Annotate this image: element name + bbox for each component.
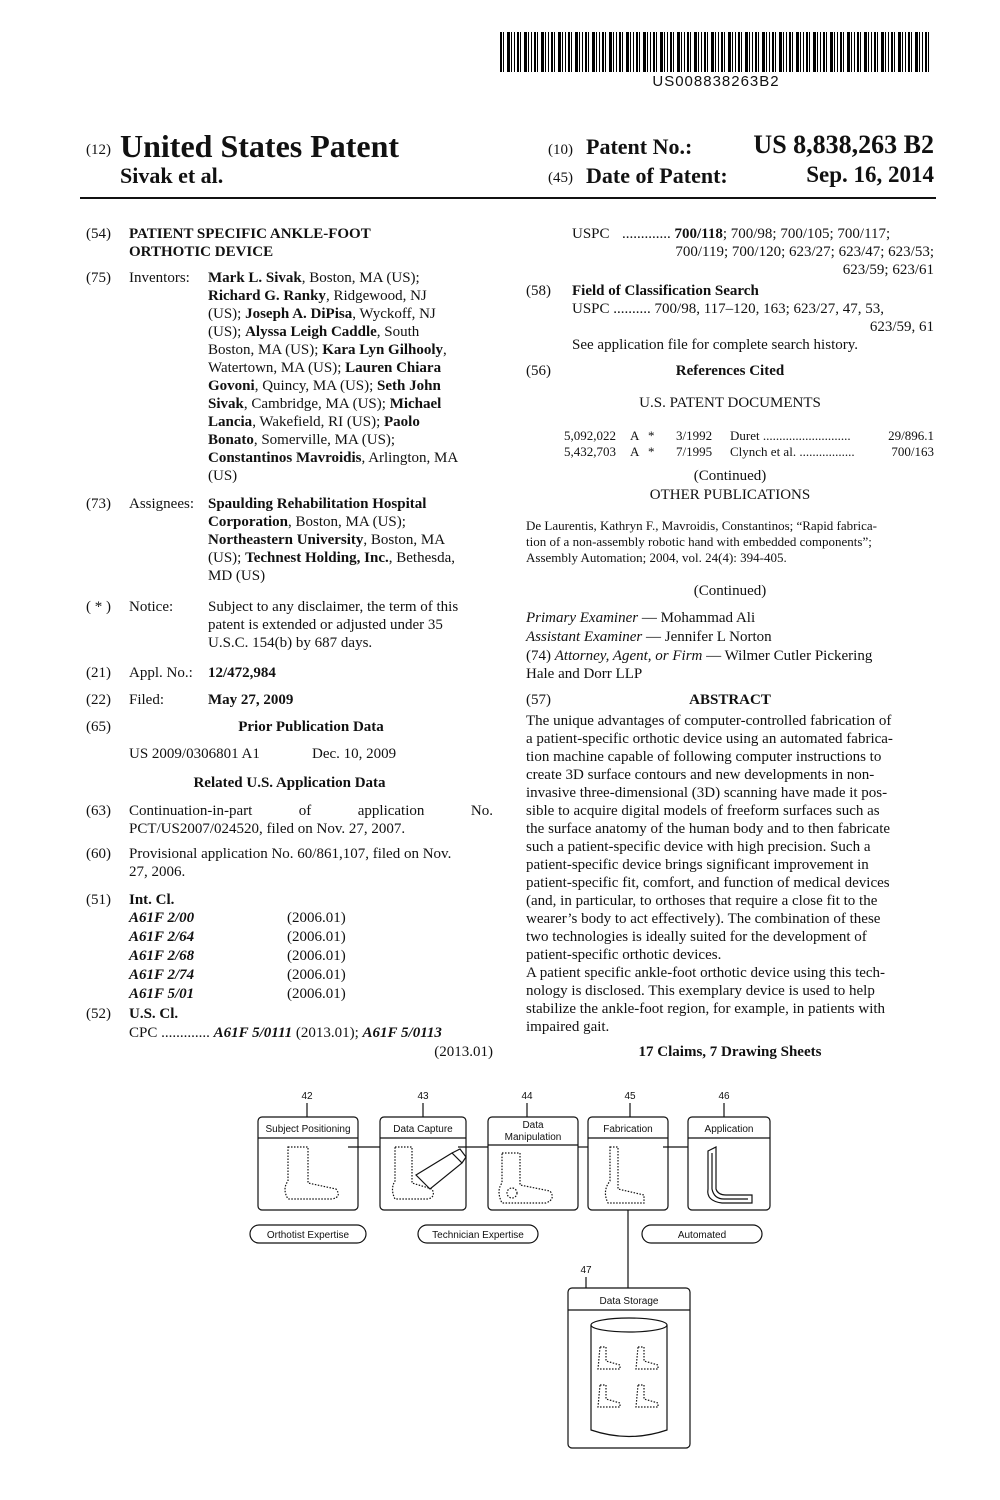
foot-model-icon	[499, 1153, 552, 1203]
other-pub-line: tion of a non-assembly robotic hand with embedded components”;	[526, 534, 872, 549]
fabrication-box	[588, 1091, 668, 1210]
abstract-line: impaired gait.	[526, 1019, 610, 1035]
cont-word: Continuation-in-part	[129, 803, 253, 819]
us-docs-heading: U.S. PATENT DOCUMENTS	[639, 395, 821, 411]
patent-no-code: (10)	[548, 142, 573, 158]
intcl-version: (2006.01)	[287, 967, 346, 983]
abstract-line: patient-specific device brings significant improvement in	[526, 857, 869, 873]
ref-43: 43	[417, 1091, 429, 1102]
filed-date: May 27, 2009	[208, 692, 294, 708]
prior-code: (65)	[86, 719, 111, 735]
intcl-table	[129, 909, 346, 1004]
subject-positioning-box	[258, 1091, 358, 1210]
date-label: Date of Patent:	[586, 163, 728, 188]
cpc-version: (2013.01);	[295, 1025, 359, 1041]
foot-icon	[636, 1347, 658, 1369]
title-line: PATIENT SPECIFIC ANKLE-FOOT	[129, 226, 371, 242]
abstract-line: (and, in particular, to orthoses that require a close fit to the	[526, 893, 878, 909]
date-code: (45)	[548, 170, 573, 186]
foot-icon	[598, 1347, 620, 1369]
us-docs-table	[564, 428, 934, 460]
abstract-line: wearer’s body to act effectively). The combination of these	[526, 911, 881, 927]
notice-line: U.S.C. 154(b) by 687 days.	[208, 635, 373, 651]
abstract-code: (57)	[526, 692, 551, 708]
abstract-line: nology is disclosed. This exemplary device is used to help	[526, 983, 875, 999]
database-icon	[591, 1325, 667, 1437]
cont-word: application	[357, 803, 425, 819]
assignee-line: Northeastern University, Boston, MA	[208, 532, 446, 548]
claims-count: 17 Claims, 7 Drawing Sheets	[638, 1044, 822, 1060]
attorney-code: (74)	[526, 648, 551, 664]
notice-label: Notice:	[129, 599, 174, 615]
intcl-version: (2006.01)	[287, 948, 346, 964]
inventors-label: Inventors:	[129, 270, 190, 286]
notice-line: Subject to any disclaimer, the term of this	[208, 599, 459, 615]
intcl-code: (51)	[86, 892, 111, 908]
abstract-line: sible to acquire digital models of freeform surfaces such as	[526, 803, 880, 819]
other-pub-line: Assembly Automation; 2004, vol. 24(4): 394-405.	[526, 550, 787, 565]
inventor-line: Bonato, Somerville, MA (US);	[208, 432, 396, 448]
intcl-class: A61F 5/01	[129, 986, 195, 1002]
assistant-examiner-label: Assistant Examiner	[526, 629, 643, 645]
assistant-examiner-name: — Jennifer L Norton	[642, 629, 772, 645]
heel-icon	[507, 1188, 517, 1198]
data-capture-box	[380, 1091, 466, 1210]
intcl-row	[129, 909, 346, 928]
ref-42: 42	[301, 1091, 313, 1102]
uspc-main: 700/118	[674, 226, 723, 242]
cont-word: No.	[470, 803, 493, 819]
prior-heading: Prior Publication Data	[238, 719, 384, 735]
prior-publication: US 2009/0306801 A1	[129, 746, 260, 762]
doc-number: 5,092,022	[564, 428, 616, 443]
patent-date: Sep. 16, 2014	[806, 162, 934, 187]
abstract-heading: ABSTRACT	[689, 692, 771, 708]
header-rule	[80, 197, 936, 199]
field-heading: Field of Classification Search	[572, 283, 759, 299]
primary-examiner	[526, 609, 755, 627]
filed-label: Filed:	[129, 692, 165, 708]
refs-heading: References Cited	[675, 363, 785, 379]
abstract-line: the surface anatomy of the human body and to then fabricate	[526, 821, 891, 837]
doc-class: 29/896.1	[888, 428, 934, 443]
title-code: (54)	[86, 226, 111, 242]
cont-line	[129, 802, 493, 820]
patent-no-label: Patent No.:	[586, 134, 693, 159]
inventor-line: Sivak, Cambridge, MA (US); Michael	[208, 396, 442, 412]
doc-star: *	[648, 428, 655, 443]
assignees-list	[208, 495, 493, 585]
assignee-line: (US); Technest Holding, Inc., Bethesda,	[208, 550, 455, 566]
box-label: Fabrication	[603, 1124, 653, 1135]
prov-code: (60)	[86, 846, 111, 862]
doc-class: 700/163	[891, 444, 934, 459]
doc-star: *	[648, 444, 655, 459]
abstract-line: invasive three-dimensional (3D) scanning have made it pos-	[526, 785, 888, 801]
doc-kind: A	[630, 428, 640, 443]
inventor-line: Richard G. Ranky, Ridgewood, NJ	[208, 288, 427, 304]
other-pub	[526, 518, 934, 566]
intcl-class: A61F 2/00	[129, 910, 195, 926]
abstract-line: two technologies is ideally suited for the development of	[526, 929, 867, 945]
us-doc-row	[564, 444, 934, 460]
attorney	[526, 647, 872, 665]
intcl-version: (2006.01)	[287, 929, 346, 945]
assignees-code: (73)	[86, 496, 111, 512]
intcl-class: A61F 2/68	[129, 948, 195, 964]
doc-dots: ...........................	[762, 428, 851, 443]
cpc-prefix: CPC .............	[129, 1025, 210, 1041]
data-storage-box	[568, 1265, 690, 1448]
uspc-line-3: 623/59; 623/61	[842, 262, 934, 278]
doc-number: 5,432,703	[564, 444, 616, 459]
inventor-line: (US); Alyssa Leigh Caddle, South	[208, 324, 420, 340]
application-box	[688, 1091, 770, 1210]
inventor-line: Mark L. Sivak, Boston, MA (US);	[208, 270, 420, 286]
scanner-icon	[416, 1149, 466, 1189]
assignee-line: Corporation, Boston, MA (US);	[208, 514, 406, 530]
assignees-label: Assignees:	[129, 496, 194, 512]
intcl-row	[129, 928, 346, 947]
cpc-version-2: (2013.01)	[434, 1044, 493, 1060]
doc-name: Duret	[730, 428, 760, 443]
ref-45: 45	[624, 1091, 636, 1102]
foot-icon	[285, 1147, 338, 1199]
intcl-version: (2006.01)	[287, 986, 346, 1002]
doc-date: 7/1995	[676, 444, 713, 459]
uspc-line-2: 700/119; 700/120; 623/27; 623/47; 623/53;	[675, 244, 934, 260]
primary-examiner-name: — Mohammad Ali	[638, 610, 756, 626]
pill-label: Orthotist Expertise	[266, 1230, 350, 1241]
abstract-line: The unique advantages of computer-controlled fabrication of	[526, 713, 892, 729]
box-label: Data	[522, 1120, 544, 1131]
prior-date: Dec. 10, 2009	[312, 746, 397, 762]
foot-icon	[636, 1385, 658, 1407]
doc-dots: .................	[799, 444, 855, 459]
applicant: Sivak et al.	[120, 163, 224, 188]
us-doc-row	[564, 428, 934, 444]
notice-line: patent is extended or adjusted under 35	[208, 617, 443, 633]
abstract-line: such a patient-specific device with high precision. Such a	[526, 839, 871, 855]
assistant-examiner	[526, 628, 772, 646]
appl-number: 12/472,984	[208, 665, 276, 681]
box-label: Data Capture	[393, 1124, 453, 1135]
data-manipulation-box	[488, 1091, 578, 1210]
intcl-class: A61F 2/74	[129, 967, 195, 983]
abstract-body	[526, 712, 936, 1036]
uspc-rest: ; 700/98; 700/105; 700/117;	[722, 226, 891, 242]
other-pub-line: De Laurentis, Kathryn F., Mavroidis, Constantinos; “Rapid fabrica-	[526, 518, 877, 533]
attorney-name: — Wilmer Cutler Pickering	[702, 648, 873, 664]
continued-2: (Continued)	[693, 583, 767, 599]
ref-46: 46	[718, 1091, 730, 1102]
uspc-label: USPC	[572, 226, 610, 242]
database-icon	[591, 1318, 667, 1332]
box-label: Application	[704, 1124, 754, 1135]
field-code: (58)	[526, 283, 551, 299]
inventors-code: (75)	[86, 270, 111, 286]
doc-kind: A	[630, 444, 640, 459]
cpc-line	[129, 1024, 493, 1042]
orthotist-expertise-pill	[250, 1225, 366, 1243]
abstract-line: create 3D surface contours and new developments in non-	[526, 767, 875, 783]
ref-47: 47	[580, 1265, 592, 1276]
orthosis-layers-icon	[605, 1147, 644, 1203]
foot-icon	[598, 1385, 620, 1407]
intcl-label: Int. Cl.	[129, 892, 175, 908]
primary-examiner-label: Primary Examiner	[526, 610, 639, 626]
intcl-row	[129, 966, 346, 985]
cont-code: (63)	[86, 803, 111, 819]
continued-1: (Continued)	[693, 468, 767, 484]
title-line: ORTHOTIC DEVICE	[129, 244, 274, 260]
prov-line-2: 27, 2006.	[129, 864, 186, 880]
intcl-row	[129, 947, 346, 966]
automated-pill	[642, 1225, 762, 1243]
flow-diagram	[240, 1085, 780, 1455]
inventor-line: (US)	[208, 468, 238, 484]
related-heading: Related U.S. Application Data	[193, 775, 386, 791]
intcl-class: A61F 2/64	[129, 929, 195, 945]
notice-code: ( * )	[86, 599, 111, 615]
inventor-line: Lancia, Wakefield, RI (US); Paolo	[208, 414, 420, 430]
abstract-line: patient-specific orthotic devices.	[526, 947, 722, 963]
assignee-line: Spaulding Rehabilitation Hospital	[208, 496, 427, 512]
abstract-line: patient-specific fit, comfort, and function of medical devices	[526, 875, 890, 891]
patent-title	[129, 225, 371, 261]
cpc-class: A61F 5/0111	[213, 1025, 293, 1041]
filed-code: (22)	[86, 692, 111, 708]
inventor-line: Govoni, Quincy, MA (US); Seth John	[208, 378, 441, 394]
box-label: Subject Positioning	[265, 1124, 351, 1135]
box-label: Manipulation	[504, 1132, 562, 1143]
attorney-line-2: Hale and Dorr LLP	[526, 666, 643, 682]
field-line-2: 623/59, 61	[869, 319, 934, 335]
abstract-line: stabilize the ankle-foot region, for example, in patients with	[526, 1001, 886, 1017]
appl-label: Appl. No.:	[129, 665, 193, 681]
cpc-class: A61F 5/0113	[362, 1025, 442, 1041]
inventor-line: Watertown, MA (US); Lauren Chiara	[208, 360, 442, 376]
inventor-line: Constantinos Mavroidis, Arlington, MA	[208, 450, 459, 466]
field-line-1: USPC .......... 700/98, 117–120, 163; 623/27, 47, 53,	[572, 301, 884, 317]
box-label: Data Storage	[599, 1296, 659, 1307]
abstract-line: tion machine capable of following computer instructions to	[526, 749, 882, 765]
cont-word: of	[298, 803, 312, 819]
intcl-version: (2006.01)	[287, 910, 346, 926]
pill-label: Technician Expertise	[432, 1230, 524, 1241]
inventors-list	[208, 269, 493, 485]
notice-text	[208, 598, 493, 652]
uscl-label: U.S. Cl.	[129, 1006, 179, 1022]
intcl-row	[129, 985, 346, 1004]
refs-code: (56)	[526, 363, 551, 379]
pill-label: Automated	[677, 1230, 727, 1241]
uscl-code: (52)	[86, 1006, 111, 1022]
doc-name: Clynch et al.	[730, 444, 797, 459]
prov-line-1: Provisional application No. 60/861,107, filed on Nov.	[129, 846, 452, 862]
assignee-line: MD (US)	[208, 568, 266, 584]
attorney-label: Attorney, Agent, or Firm	[554, 648, 703, 664]
abstract-line: a patient-specific orthotic device using an automated fabrica-	[526, 731, 893, 747]
appl-code: (21)	[86, 665, 111, 681]
field-line-3: See application file for complete search history.	[572, 337, 859, 353]
uspc-main-line	[622, 225, 890, 243]
doc-title: United States Patent	[120, 128, 400, 164]
inventor-line: Boston, MA (US); Kara Lyn Gilhooly,	[208, 342, 447, 358]
foot-icon	[393, 1147, 434, 1199]
barcode-number: US008838263B2	[652, 73, 780, 90]
barcode	[500, 32, 932, 72]
doc-date: 3/1992	[676, 428, 713, 443]
ref-44: 44	[521, 1091, 533, 1102]
inventor-line: (US); Joseph A. DiPisa, Wyckoff, NJ	[208, 306, 436, 322]
uspc-dots: .............	[622, 226, 671, 242]
technician-expertise-pill	[418, 1225, 538, 1243]
other-pubs-heading: OTHER PUBLICATIONS	[649, 487, 811, 503]
doc-code: (12)	[86, 142, 111, 158]
abstract-line: A patient specific ankle-foot orthotic device using this tech-	[526, 965, 886, 981]
cont-line-2: PCT/US2007/024520, filed on Nov. 27, 2007.	[129, 821, 406, 837]
patent-number: US 8,838,263 B2	[753, 130, 934, 159]
